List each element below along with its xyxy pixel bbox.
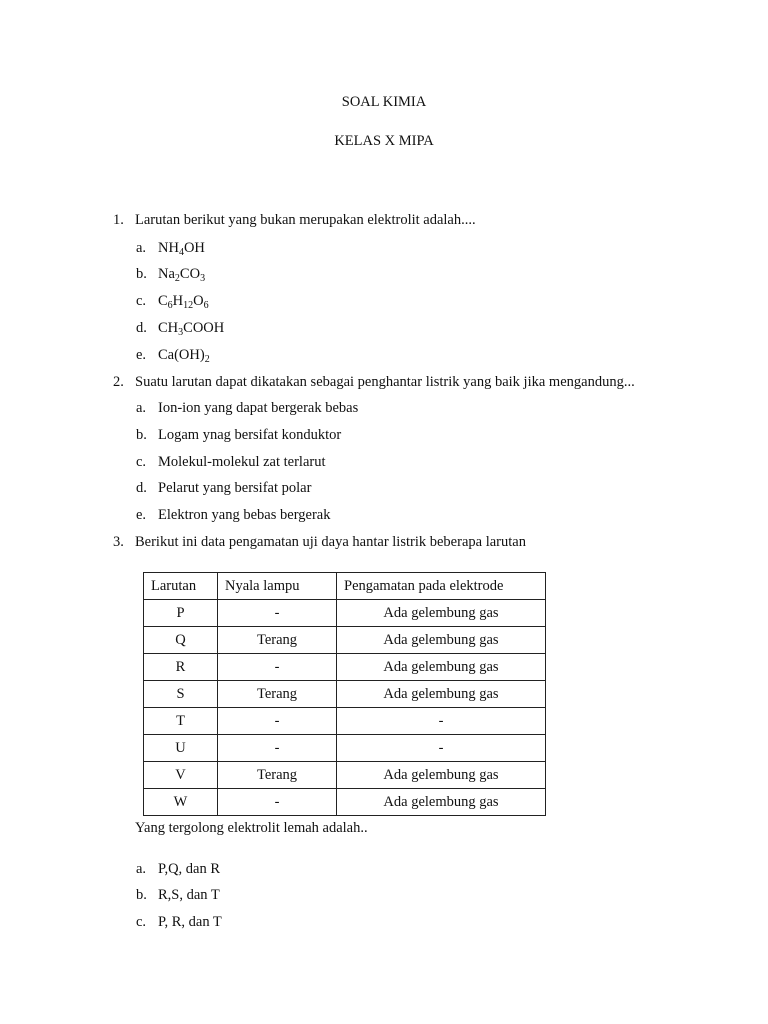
table-row [144, 654, 546, 681]
cell-nyala: - [218, 708, 337, 735]
cell-pengamatan: Ada gelembung gas [337, 789, 546, 816]
cell-pengamatan: Ada gelembung gas [337, 600, 546, 627]
cell-nyala: - [218, 789, 337, 816]
question-number: 1. [113, 212, 124, 228]
question-number: 3. [113, 534, 124, 550]
cell-nyala: Terang [218, 627, 337, 654]
option-letter: a. [136, 240, 147, 256]
option-text: Molekul-molekul zat terlarut [158, 454, 326, 470]
cell-pengamatan: - [337, 735, 546, 762]
table-row [144, 708, 546, 735]
question-3-prompt: Yang tergolong elektrolit lemah adalah.. [135, 820, 368, 836]
question-text: Suatu larutan dapat dikatakan sebagai penghantar listrik yang baik jika mengandung... [135, 374, 635, 390]
option-text: Ion-ion yang dapat bergerak bebas [158, 400, 359, 416]
cell-larutan: P [144, 600, 218, 627]
cell-pengamatan: Ada gelembung gas [337, 762, 546, 789]
cell-larutan: W [144, 789, 218, 816]
option-text: Logam ynag bersifat konduktor [158, 427, 342, 443]
question-text: Berikut ini data pengamatan uji daya hantar listrik beberapa larutan [135, 534, 526, 550]
option-letter: b. [136, 427, 147, 443]
cell-larutan: S [144, 681, 218, 708]
cell-pengamatan: Ada gelembung gas [337, 654, 546, 681]
header-pengamatan: Pengamatan pada elektrode [337, 573, 546, 600]
option-letter: c. [136, 293, 147, 309]
cell-larutan: T [144, 708, 218, 735]
cell-larutan: U [144, 735, 218, 762]
formula-caoh2: $Ca(OH)_2$ [158, 347, 210, 365]
cell-nyala: Terang [218, 681, 337, 708]
cell-nyala: - [218, 600, 337, 627]
formula-na2co3: $Na_2CO_3$ [158, 266, 206, 284]
option-letter: c. [136, 454, 147, 470]
cell-nyala: - [218, 654, 337, 681]
option-text: P, R, dan T [158, 914, 222, 930]
cell-larutan: R [144, 654, 218, 681]
observation-table [143, 572, 546, 816]
question-text: Larutan berikut yang bukan merupakan elektrolit adalah.... [135, 212, 476, 228]
formula-nh4oh: $NH_4OH$ [158, 240, 205, 258]
option-text: R,S, dan T [158, 887, 220, 903]
table-header-row [144, 573, 546, 600]
option-letter: e. [136, 347, 147, 363]
option-letter: c. [136, 914, 147, 930]
header-nyala-lampu: Nyala lampu [218, 573, 337, 600]
cell-larutan: Q [144, 627, 218, 654]
formula-ch3cooh: $CH_3COOH$ [158, 320, 225, 338]
option-letter: d. [136, 320, 147, 336]
option-letter: a. [136, 861, 147, 877]
cell-pengamatan: Ada gelembung gas [337, 681, 546, 708]
cell-pengamatan: Ada gelembung gas [337, 627, 546, 654]
page-subtitle: KELAS X MIPA [334, 133, 434, 149]
cell-pengamatan: - [337, 708, 546, 735]
cell-nyala: - [218, 735, 337, 762]
option-text: Elektron yang bebas bergerak [158, 507, 331, 523]
table-row [144, 735, 546, 762]
formula-c6h12o6: $C_6H_{12}O_6$ [158, 293, 209, 311]
table-row [144, 789, 546, 816]
table-row [144, 600, 546, 627]
question-number: 2. [113, 374, 124, 390]
option-letter: e. [136, 507, 147, 523]
header-larutan: Larutan [144, 573, 218, 600]
table-row [144, 681, 546, 708]
option-letter: a. [136, 400, 147, 416]
option-letter: b. [136, 266, 147, 282]
page-title: SOAL KIMIA [341, 94, 427, 110]
option-letter: b. [136, 887, 147, 903]
cell-nyala: Terang [218, 762, 337, 789]
cell-larutan: V [144, 762, 218, 789]
table-row [144, 762, 546, 789]
option-text: Pelarut yang bersifat polar [158, 480, 312, 496]
table-row [144, 627, 546, 654]
option-text: P,Q, dan R [158, 861, 221, 877]
option-letter: d. [136, 480, 147, 496]
